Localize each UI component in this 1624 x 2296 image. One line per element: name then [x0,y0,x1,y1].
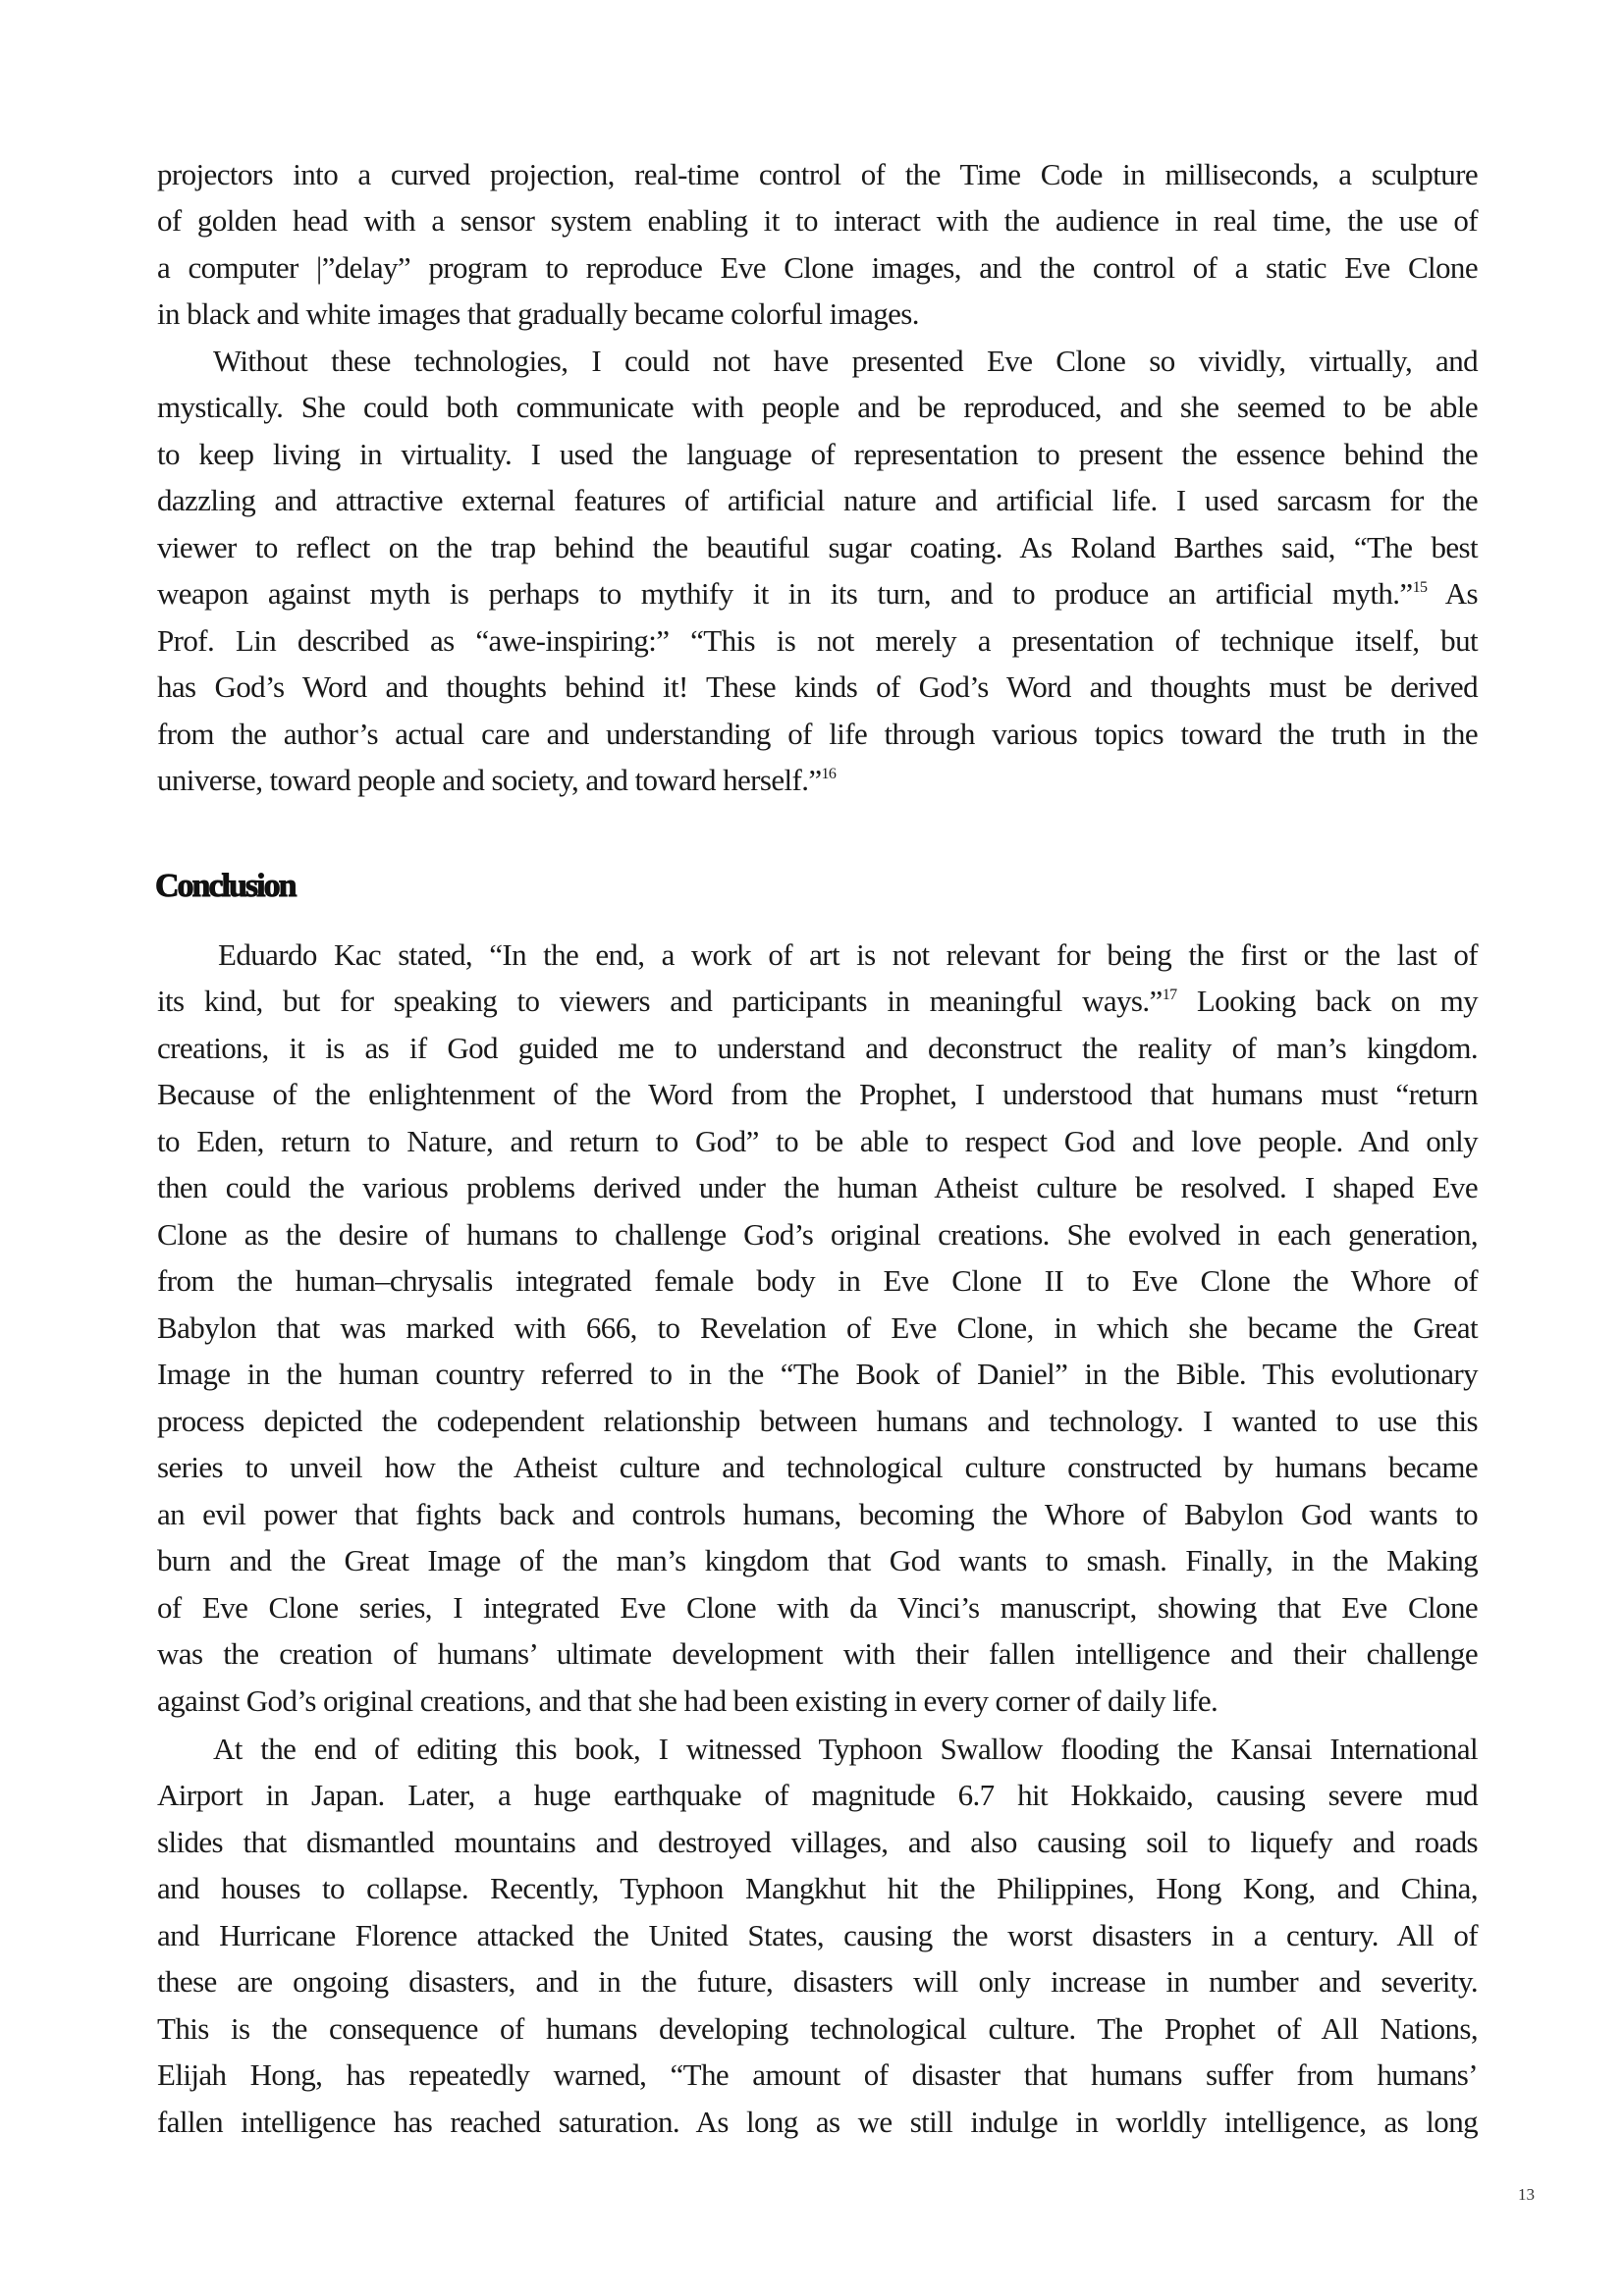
body-line: dazzling and attractive external features of artificial nature and artificial life. I used sarcasm for the [157,483,1478,517]
body-line: Because of the enlightenment of the Word from the Prophet, I understood that humans must “return [157,1077,1478,1111]
body-line: Prof. Lin described as “awe-inspiring:” “This is not merely a presentation of technique itself, but [157,623,1478,658]
body-text: its kind, but for speaking to viewers and participants in meaningful ways.” [157,984,1163,1018]
section-heading: Conclusion [155,868,296,904]
body-line: to keep living in virtuality. I used the language of representation to present the essence behind the [157,437,1478,471]
body-line: has God’s Word and thoughts behind it! These kinds of God’s Word and thoughts must be derived [157,669,1478,704]
body-line: This is the consequence of humans developing technological culture. The Prophet of All Nations, [157,2011,1478,2046]
body-line: Airport in Japan. Later, a huge earthquake of magnitude 6.7 hit Hokkaido, causing severe mud [157,1778,1478,1812]
body-line [157,763,1478,798]
body-line: Babylon that was marked with 666, to Revelation of Eve Clone, in which she became the Great [157,1310,1478,1345]
body-line: series to unveil how the Atheist culture and technological culture constructed by humans became [157,1450,1478,1484]
body-text: Looking back on my [1196,984,1478,1018]
body-line: a computer |”delay” program to reproduce Eve Clone images, and the control of a static Eve Clone [157,250,1478,285]
footnote-ref[interactable]: 17 [1162,987,1177,1003]
body-line: in black and white images that gradually became colorful images. [157,296,919,331]
body-line [157,984,1478,1019]
body-line: of golden head with a sensor system enabling it to interact with the audience in real time, the use of [157,203,1478,238]
body-line: viewer to reflect on the trap behind the beautiful sugar coating. As Roland Barthes said, “The best [157,530,1478,564]
body-line: from the author’s actual care and understanding of life through various topics toward the truth in the [157,717,1478,751]
body-line: then could the various problems derived under the human Atheist culture be resolved. I shaped Eve [157,1170,1478,1204]
body-line: process depicted the codependent relationship between humans and technology. I wanted to use this [157,1404,1478,1438]
body-line: Elijah Hong, has repeatedly warned, “The amount of disaster that humans suffer from humans’ [157,2057,1478,2092]
body-line: fallen intelligence has reached saturation. As long as we still indulge in worldly intelligence, as long [157,2105,1478,2139]
body-line: these are ongoing disasters, and in the future, disasters will only increase in number and severity. [157,1964,1478,1999]
body-line: Without these technologies, I could not have presented Eve Clone so vividly, virtually, and [213,344,1478,378]
body-text: As [1444,576,1478,611]
page-number: 13 [1518,2185,1535,2204]
body-line: At the end of editing this book, I witnessed Typhoon Swallow flooding the Kansai International [213,1732,1478,1766]
body-line: from the human–chrysalis integrated female body in Eve Clone II to Eve Clone the Whore of [157,1263,1478,1298]
body-line: Eduardo Kac stated, “In the end, a work of art is not relevant for being the first or the last of [218,937,1478,972]
body-line: Clone as the desire of humans to challenge God’s original creations. She evolved in each generation, [157,1217,1478,1252]
body-line [157,576,1478,612]
body-line: slides that dismantled mountains and destroyed villages, and also causing soil to liquefy and roads [157,1825,1478,1859]
body-line: against God’s original creations, and that she had been existing in every corner of daily life. [157,1683,1218,1718]
body-line: burn and the Great Image of the man’s kingdom that God wants to smash. Finally, in the Making [157,1543,1478,1577]
body-line: and houses to collapse. Recently, Typhoon Mangkhut hit the Philippines, Hong Kong, and China, [157,1871,1478,1905]
footnote-ref[interactable]: 16 [821,766,837,782]
body-line: projectors into a curved projection, real-time control of the Time Code in milliseconds, a sculpture [157,157,1478,191]
body-text: weapon against myth is perhaps to mythify it in its turn, and to produce an artificial myth.” [157,576,1413,611]
body-text: universe, toward people and society, and toward herself.” [157,763,822,797]
body-line: creations, it is as if God guided me to understand and deconstruct the reality of man’s kingdom. [157,1031,1478,1065]
body-line: an evil power that fights back and controls humans, becoming the Whore of Babylon God wants to [157,1497,1478,1531]
body-line: of Eve Clone series, I integrated Eve Clone with da Vinci’s manuscript, showing that Eve Clone [157,1590,1478,1625]
body-line: Image in the human country referred to in the “The Book of Daniel” in the Bible. This evolutionary [157,1357,1478,1391]
body-line: mystically. She could both communicate with people and be reproduced, and she seemed to be able [157,390,1478,424]
body-line: and Hurricane Florence attacked the United States, causing the worst disasters in a century. All of [157,1918,1478,1952]
footnote-ref[interactable]: 15 [1412,579,1428,596]
body-line: was the creation of humans’ ultimate development with their fallen intelligence and their challenge [157,1636,1478,1671]
body-line: to Eden, return to Nature, and return to God” to be able to respect God and love people. And only [157,1124,1478,1158]
